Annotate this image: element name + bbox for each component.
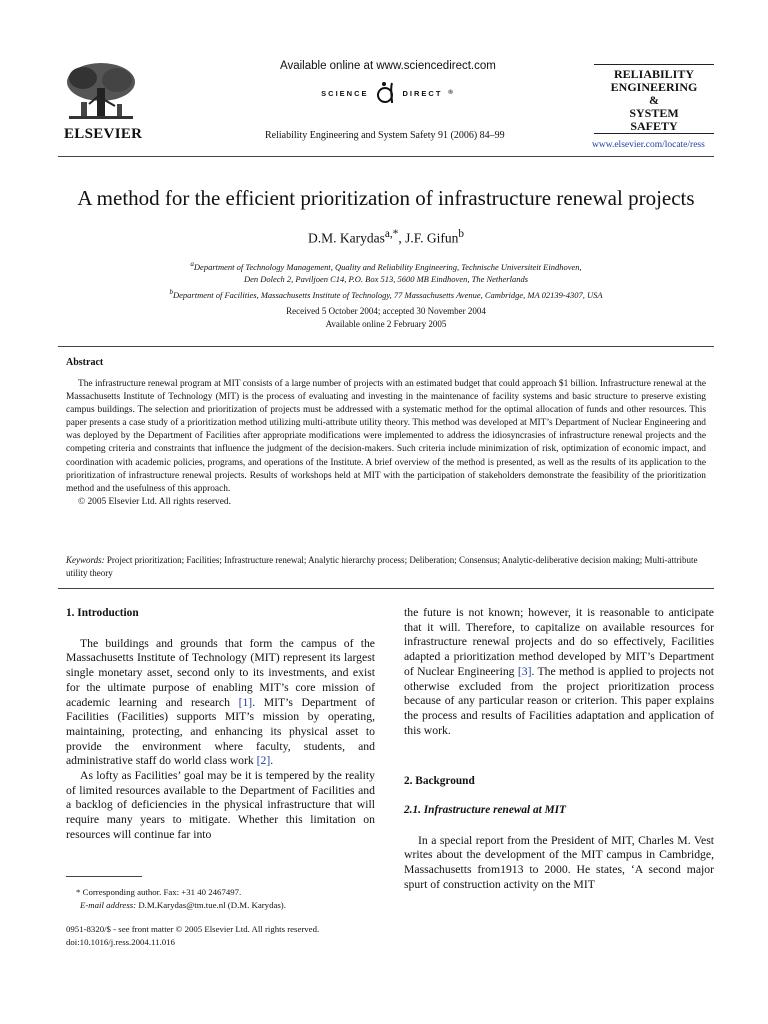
journal-url-link[interactable]: www.elsevier.com/locate/ress — [592, 140, 705, 150]
available-date: Available online 2 February 2005 — [325, 319, 447, 329]
email-note: E-mail address: D.M.Karydas@tm.tue.nl (D.M. Karydas). — [80, 900, 286, 910]
sciencedirect-logo — [318, 78, 458, 108]
header-divider — [58, 156, 714, 157]
keywords — [66, 554, 706, 580]
left-column — [66, 606, 375, 843]
journal-box-line: ENGINEERING — [610, 80, 698, 94]
affiliation-line: $^a$Department of Technology Management, Quality and Reliability Engineering, Technische Universiteit Eindhoven, — [190, 260, 582, 272]
section-heading: 1. Introduction — [66, 607, 139, 619]
affiliations — [58, 258, 714, 301]
affiliation-line: $^b$Department of Facilities, Massachusetts Institute of Technology, 77 Massachusetts Avenue, Cambridge, MA 02139-4307, USA — [169, 287, 603, 300]
footnote — [66, 886, 375, 912]
article-meta — [66, 923, 375, 949]
sd-right-text: DIRECT — [402, 88, 443, 98]
keywords-label: Keywords: — [66, 555, 105, 565]
subsection-heading: 2.1. Infrastructure renewal at MIT — [404, 804, 566, 817]
article-dates — [58, 305, 714, 331]
paragraph: The buildings and grounds that form the campus of the Massachusetts Institute of Technology (MIT) represent its largest single monetary asset, second only to its investments, and exist for the ultimate purpose of enabling MIT’s core mission of academic learning and research [1]. MIT’s Department of Facilities (Facilities) supports MIT’s mission by operating, maintaining, protecting, and enhancing its physical asset to provide the environment where faculty, students, and administrative staff do world class work [2]. — [66, 636, 376, 768]
citation-link[interactable]: [2] — [256, 754, 271, 768]
abstract-copyright: © 2005 Elsevier Ltd. All rights reserved. — [78, 496, 231, 507]
author-name: D.M. Karydas — [308, 230, 385, 246]
journal-box-line: SYSTEM — [629, 106, 679, 120]
journal-box-line: RELIABILITY — [613, 67, 695, 81]
author-affil-mark: a,* — [384, 228, 399, 240]
author-separator: , — [398, 230, 406, 246]
journal-reference: Reliability Engineering and System Safety 91 (2006) 84–99 — [265, 130, 505, 141]
corresponding-author-link[interactable]: * — [392, 228, 399, 240]
received-date: Received 5 October 2004; accepted 30 November 2004 — [286, 306, 486, 316]
journal-box-line: & — [649, 93, 659, 107]
author-affil-mark: b — [458, 228, 464, 240]
sd-left-text: SCIENCE — [321, 88, 369, 98]
abstract-divider-bottom — [58, 588, 714, 589]
tree-logo-icon — [61, 60, 141, 122]
journal-box-line: SAFETY — [630, 119, 678, 133]
citation-link[interactable]: [3] — [517, 664, 532, 678]
publisher-name: ELSEVIER — [64, 126, 143, 142]
footnote-divider — [66, 876, 142, 877]
paragraph: As lofty as Facilities’ goal may be it is tempered by the reality of limited resources available to the Department of Facilities and a backlog of deficiencies in the physical infrastructure that will require many years to mitigate. Whether this limitation on resources will continue far into — [66, 769, 375, 841]
sciencedirect-d-icon — [375, 81, 397, 105]
author-list — [58, 228, 714, 247]
right-column — [404, 606, 714, 893]
paragraph: In a special report from the President of MIT, Charles M. Vest writes about the development of the MIT campus in Cambridge, Massachusetts from1913 to 2000. He states, ‘A second major spurt of construction activity on the MIT — [404, 833, 714, 891]
abstract-heading: Abstract — [66, 357, 104, 368]
article-title: A method for the efficient prioritization of infrastructure renewal projects — [77, 186, 695, 210]
abstract-divider-top — [58, 346, 714, 347]
citation-link[interactable]: [1] — [238, 695, 253, 709]
abstract-body — [66, 378, 706, 509]
available-online-text: Available online at www.sciencedirect.com — [280, 60, 496, 72]
keywords-list: Project prioritization; Facilities; Infrastructure renewal; Analytic hierarchy process; Deliberation; Consensus; Analytic-deliberative decision making; Multi-attribute utility theory — [66, 555, 698, 578]
section-heading: 2. Background — [404, 775, 475, 788]
doi-line: doi:10.1016/j.ress.2004.11.016 — [66, 937, 175, 947]
affiliation-line: Den Dolech 2, Paviljoen C14, P.O. Box 513, 5600 MB Eindhoven, The Netherlands — [243, 274, 529, 285]
paragraph: the future is not known; however, it is reasonable to anticipate that it will. Therefore, to capitalize on available resources for infrastructure renewal projects and do so effectively, Facilities adapted a prioritization method developed by MIT’s Department of Nuclear Engineering [3]. The method is applied to projects not otherwise excluded from the project prioritization process because of any particular reason or criterion. This paper explains the process and results of Facilities adaptation and application of this work. — [404, 606, 714, 737]
journal-title-box — [594, 64, 714, 134]
author-name: J.F. Gifun — [405, 230, 459, 246]
issn-line: 0951-8320/$ - see front matter © 2005 Elsevier Ltd. All rights reserved. — [66, 924, 320, 934]
abstract-text: The infrastructure renewal program at MIT consists of a large number of projects with an estimated budget that could approach $1 billion. Infrastructure renewal at the Massachusetts Institute of Technology (MIT) is the process of evaluating and investing in the maintenance of facility systems and basic structure to preserve existing campus buildings. The selection and prioritization of projects must be addressed with a systematic method for the optimal allocation of funds and other resources. This paper presents a case study of a prioritization method utilizing multi-attribute utility theory. This method was developed at MIT’s Department of Nuclear Engineering and was deployed by the Department of Facilities after appropriate modifications were implemented to address the idiosyncrasies of infrastructure renewal projects and the competing criteria and constraints that influence the judgment of the decision-makers. Such criteria include minimization of risk, optimization of economic impact, and coordination with academic policies, programs, and operations of the Institute. A brief overview of the method is presented, as well as the results of its application to the prioritization of infrastructure renewal projects. Results of workshops held at MIT with the participation of stakeholders demonstrate the feasibility of the prioritization method and the usefulness of this approach. — [66, 379, 706, 494]
corresponding-author-note: * Corresponding author. Fax: +31 40 2467497. — [76, 887, 242, 897]
sd-registered-mark: ® — [448, 90, 455, 96]
